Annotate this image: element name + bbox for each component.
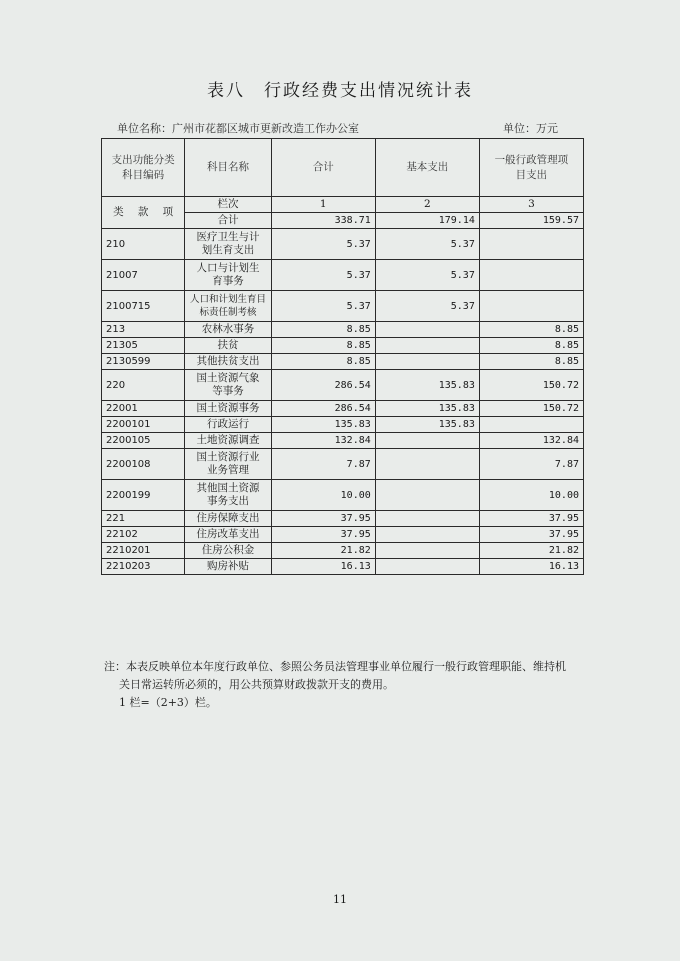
subject-name-line: 国土资源气象: [196, 372, 260, 384]
subject-code: 21305: [102, 338, 185, 354]
footnote-line-3: 1 栏=（2+3）栏。: [119, 696, 217, 709]
page-number: 11: [333, 893, 347, 906]
subject-name-line: 等事务: [212, 385, 244, 397]
amount-total: 8.85: [271, 354, 375, 370]
table-row: [102, 291, 584, 322]
amount-general: 10.00: [479, 480, 583, 511]
amount-basic: [375, 433, 479, 449]
amount-basic: 5.37: [375, 229, 479, 260]
subject-name: [185, 511, 271, 527]
amount-basic: [375, 559, 479, 575]
subject-name-line: 住房公积金: [201, 544, 255, 556]
table-row: [102, 449, 584, 480]
amount-general: 21.82: [479, 543, 583, 559]
amount-total: 7.87: [271, 449, 375, 480]
unit-label: 单位：万元: [503, 122, 558, 135]
unit-name: 单位名称：广州市花都区城市更新改造工作办公室: [117, 122, 359, 135]
amount-general: 7.87: [479, 449, 583, 480]
amount-basic: [375, 354, 479, 370]
subject-name: [185, 354, 271, 370]
amount-total: 21.82: [271, 543, 375, 559]
amount-total: 16.13: [271, 559, 375, 575]
subject-name: [185, 370, 271, 401]
amount-total: 37.95: [271, 511, 375, 527]
subject-name-line: 行政运行: [206, 418, 249, 430]
col-index-3: 3: [479, 197, 583, 213]
amount-total: 5.37: [271, 260, 375, 291]
subject-code: 2210201: [102, 543, 185, 559]
amount-general: 8.85: [479, 338, 583, 354]
amount-general: 8.85: [479, 322, 583, 338]
subject-name: [185, 559, 271, 575]
header-basic: 基本支出: [375, 139, 479, 197]
subject-name-line: 农林水事务: [201, 323, 255, 335]
total-row-basic: 179.14: [375, 213, 479, 229]
subject-code: 22001: [102, 401, 185, 417]
subject-name-line: 购房补贴: [206, 560, 249, 572]
amount-general: 150.72: [479, 401, 583, 417]
subject-code: 220: [102, 370, 185, 401]
subject-name-line: 其他扶贫支出: [196, 355, 260, 367]
amount-general: [479, 229, 583, 260]
amount-general: [479, 260, 583, 291]
amount-general: [479, 417, 583, 433]
amount-total: 37.95: [271, 527, 375, 543]
amount-basic: [375, 480, 479, 511]
amount-basic: [375, 511, 479, 527]
subject-name-line: 土地资源调查: [196, 434, 260, 446]
header-total: 合计: [271, 139, 375, 197]
subject-name-line: 育事务: [212, 275, 244, 287]
amount-total: 132.84: [271, 433, 375, 449]
subject-name-line: 其他国土资源: [196, 482, 260, 494]
amount-basic: [375, 449, 479, 480]
amount-basic: 135.83: [375, 370, 479, 401]
subject-name: [185, 322, 271, 338]
amount-basic: 5.37: [375, 291, 479, 322]
amount-basic: 135.83: [375, 401, 479, 417]
amount-total: 5.37: [271, 229, 375, 260]
table-row: [102, 354, 584, 370]
column-index-row: [102, 197, 584, 213]
subject-code: 21007: [102, 260, 185, 291]
table-row: [102, 229, 584, 260]
subject-name: [185, 480, 271, 511]
subject-name-line: 扶贫: [217, 339, 239, 351]
footnote-line-2: 关日常运转所必须的，用公共预算财政拨款开支的费用。: [119, 678, 394, 691]
amount-general: 132.84: [479, 433, 583, 449]
subject-code: 2200108: [102, 449, 185, 480]
table-row: [102, 260, 584, 291]
header-subject-name: 科目名称: [185, 139, 271, 197]
header-lanci: 栏次: [185, 197, 271, 213]
amount-general: [479, 291, 583, 322]
subject-name: [185, 338, 271, 354]
amount-total: 135.83: [271, 417, 375, 433]
table-row: [102, 511, 584, 527]
amount-general: 150.72: [479, 370, 583, 401]
table-row: [102, 370, 584, 401]
subject-name: [185, 260, 271, 291]
subject-code: 2130599: [102, 354, 185, 370]
subject-name-line: 人口和计划生育目: [189, 294, 266, 305]
col-index-2: 2: [375, 197, 479, 213]
subject-name: [185, 449, 271, 480]
subject-name-line: 国土资源行业: [196, 451, 260, 463]
subject-name: [185, 291, 271, 322]
table-row: [102, 417, 584, 433]
header-lei-kuan-xiang: 类 款 项: [102, 197, 185, 229]
amount-total: 8.85: [271, 322, 375, 338]
amount-total: 10.00: [271, 480, 375, 511]
amount-general: 37.95: [479, 511, 583, 527]
subject-name: [185, 433, 271, 449]
table-row: [102, 433, 584, 449]
total-row-general: 159.57: [479, 213, 583, 229]
subject-name-line: 住房改革支出: [196, 528, 260, 540]
page-title: 表八 行政经费支出情况统计表: [207, 81, 473, 101]
subject-code: 2200105: [102, 433, 185, 449]
table-row: [102, 338, 584, 354]
amount-basic: [375, 543, 479, 559]
amount-total: 8.85: [271, 338, 375, 354]
header-general: 一般行政管理项 目支出: [479, 139, 583, 197]
subject-code: 221: [102, 511, 185, 527]
table-row: [102, 401, 584, 417]
table-row: [102, 480, 584, 511]
amount-general: 8.85: [479, 354, 583, 370]
subject-name: [185, 417, 271, 433]
subject-name-line: 医疗卫生与计: [196, 231, 260, 243]
amount-basic: [375, 322, 479, 338]
footnote: [104, 658, 584, 712]
total-row-label: 合计: [185, 213, 271, 229]
subject-code: 210: [102, 229, 185, 260]
table-header-row: [102, 139, 584, 197]
footnote-line-1: 注：本表反映单位本年度行政单位、参照公务员法管理事业单位履行一般行政管理职能、维持机: [104, 660, 566, 673]
amount-general: 16.13: [479, 559, 583, 575]
subject-code: 213: [102, 322, 185, 338]
table-row: [102, 527, 584, 543]
table-row: [102, 322, 584, 338]
subject-code: 2200199: [102, 480, 185, 511]
expense-table: [101, 138, 584, 575]
table-row: [102, 559, 584, 575]
amount-basic: 135.83: [375, 417, 479, 433]
amount-total: 286.54: [271, 401, 375, 417]
amount-basic: [375, 527, 479, 543]
amount-total: 286.54: [271, 370, 375, 401]
subject-code: 22102: [102, 527, 185, 543]
subject-code: 2210203: [102, 559, 185, 575]
total-row-total: 338.71: [271, 213, 375, 229]
subject-name: [185, 543, 271, 559]
subject-name-line: 划生育支出: [201, 244, 255, 256]
amount-total: 5.37: [271, 291, 375, 322]
subject-name-line: 标责任制考核: [199, 307, 257, 318]
header-func-code: 支出功能分类 科目编码: [102, 139, 185, 197]
amount-basic: [375, 338, 479, 354]
amount-general: 37.95: [479, 527, 583, 543]
table-row: [102, 543, 584, 559]
subject-name-line: 事务支出: [206, 495, 249, 507]
amount-basic: 5.37: [375, 260, 479, 291]
subject-name-line: 住房保障支出: [196, 512, 260, 524]
subject-name: [185, 527, 271, 543]
subject-code: 2100715: [102, 291, 185, 322]
col-index-1: 1: [271, 197, 375, 213]
subject-name: [185, 229, 271, 260]
subject-code: 2200101: [102, 417, 185, 433]
subject-name-line: 人口与计划生: [196, 262, 260, 274]
subject-name-line: 国土资源事务: [196, 402, 260, 414]
subject-name-line: 业务管理: [206, 464, 249, 476]
subject-name: [185, 401, 271, 417]
